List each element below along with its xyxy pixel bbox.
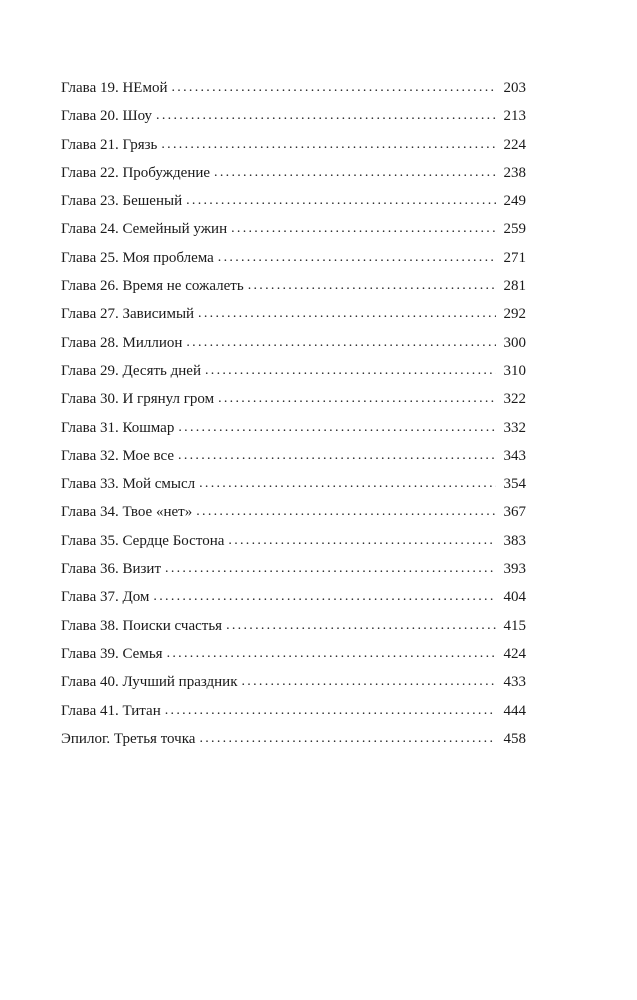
toc-entry-title: Глава 23. Бешеный	[61, 193, 183, 210]
toc-entry-page-number: 424	[503, 645, 526, 662]
toc-entry-title: Глава 35. Сердце Бостона	[61, 532, 225, 549]
toc-entry-page-number: 224	[503, 136, 526, 153]
toc-entry-title: Глава 19. НЕмой	[61, 80, 168, 96]
toc-dot-leader	[226, 611, 496, 640]
toc-entry-page-number: 213	[503, 108, 526, 125]
toc-entry-title: Глава 22. Пробуждение	[61, 164, 211, 181]
toc-dot-leader	[156, 101, 496, 130]
toc-dot-leader	[165, 696, 496, 725]
toc-entry	[61, 187, 526, 215]
toc-entry	[61, 640, 526, 668]
toc-entry-title: Глава 41. Титан	[61, 702, 161, 719]
toc-entry-title: Глава 26. Время не сожалеть	[61, 278, 244, 295]
toc-entry-page-number: 271	[503, 249, 526, 266]
toc-entry-title: Эпилог. Третья точка	[61, 730, 196, 747]
toc-entry-title: Глава 27. Зависимый	[61, 306, 195, 323]
toc-entry-page-number: 310	[503, 362, 526, 379]
toc-dot-leader	[165, 554, 496, 583]
toc-entry-title: Глава 33. Мой смысл	[61, 476, 196, 493]
toc-entry	[61, 159, 526, 187]
toc-entry-page-number: 383	[503, 532, 526, 549]
toc-dot-leader	[242, 667, 497, 696]
toc-entry	[61, 272, 526, 300]
toc-entry	[61, 102, 526, 130]
toc-entry-page-number: 415	[503, 617, 526, 634]
toc-entry	[61, 300, 526, 328]
toc-dot-leader	[248, 271, 496, 300]
toc-entry	[61, 612, 526, 640]
toc-entry-page-number: 404	[503, 589, 526, 606]
toc-entry-page-number: 367	[503, 504, 526, 521]
toc-dot-leader	[186, 328, 496, 357]
toc-entry	[61, 215, 526, 243]
toc-dot-leader	[214, 158, 496, 187]
toc-dot-leader	[231, 214, 496, 243]
toc-dot-leader	[218, 243, 496, 272]
toc-entry-title: Глава 37. Дом	[61, 589, 150, 606]
toc-entry	[61, 74, 526, 102]
toc-entry-title: Глава 30. И грянул гром	[61, 391, 215, 408]
toc-dot-leader	[228, 526, 496, 555]
toc-entry	[61, 583, 526, 611]
toc-entry	[61, 470, 526, 498]
toc-entry-page-number: 300	[503, 334, 526, 351]
toc-entry-page-number: 458	[503, 730, 526, 747]
toc-entry-page-number: 354	[503, 476, 526, 493]
toc-entry	[61, 442, 526, 470]
toc-entry-page-number: 292	[503, 306, 526, 323]
toc-entry-title: Глава 29. Десять дней	[61, 362, 201, 379]
toc-dot-leader	[178, 413, 496, 442]
toc-entry-page-number: 322	[503, 391, 526, 408]
toc-entry-page-number: 259	[503, 221, 526, 238]
toc-dot-leader	[196, 497, 496, 526]
toc-entry	[61, 555, 526, 583]
table-of-contents	[61, 74, 526, 753]
toc-dot-leader	[172, 73, 497, 102]
toc-entry-title: Глава 34. Твое «нет»	[61, 504, 193, 521]
toc-entry-title: Глава 31. Кошмар	[61, 419, 175, 436]
toc-entry	[61, 131, 526, 159]
toc-entry-title: Глава 32. Мое все	[61, 447, 175, 464]
toc-entry-page-number: 393	[503, 561, 526, 578]
toc-entry	[61, 498, 526, 526]
toc-entry-title: Глава 20. Шоу	[61, 108, 153, 125]
toc-entry-title: Глава 38. Поиски счастья	[61, 617, 223, 634]
toc-dot-leader	[161, 130, 496, 159]
toc-entry	[61, 725, 526, 753]
toc-entry-page-number: 238	[503, 164, 526, 181]
toc-dot-leader	[205, 356, 496, 385]
toc-entry-page-number: 203	[503, 80, 526, 96]
toc-entry	[61, 527, 526, 555]
toc-entry	[61, 329, 526, 357]
toc-entry-title: Глава 39. Семья	[61, 645, 163, 662]
toc-entry	[61, 668, 526, 696]
toc-entry	[61, 357, 526, 385]
toc-entry-title: Глава 21. Грязь	[61, 136, 158, 153]
toc-dot-leader	[218, 384, 496, 413]
toc-dot-leader	[198, 299, 496, 328]
toc-entry	[61, 385, 526, 413]
toc-entry-title: Глава 25. Моя проблема	[61, 249, 214, 266]
toc-entry-title: Глава 36. Визит	[61, 561, 162, 578]
toc-entry	[61, 414, 526, 442]
toc-entry-page-number: 332	[503, 419, 526, 436]
toc-dot-leader	[186, 186, 496, 215]
toc-dot-leader	[178, 441, 496, 470]
toc-entry-title: Глава 28. Миллион	[61, 334, 183, 351]
toc-entry-page-number: 249	[503, 193, 526, 210]
toc-dot-leader	[199, 724, 496, 753]
toc-dot-leader	[167, 639, 496, 668]
toc-dot-leader	[199, 469, 496, 498]
toc-dot-leader	[153, 582, 496, 611]
toc-entry	[61, 244, 526, 272]
toc-entry-title: Глава 40. Лучший праздник	[61, 674, 238, 691]
toc-entry-page-number: 433	[503, 674, 526, 691]
toc-entry-page-number: 343	[503, 447, 526, 464]
toc-entry	[61, 697, 526, 725]
toc-entry-page-number: 444	[503, 702, 526, 719]
toc-entry-title: Глава 24. Семейный ужин	[61, 221, 228, 238]
toc-entry-page-number: 281	[503, 278, 526, 295]
